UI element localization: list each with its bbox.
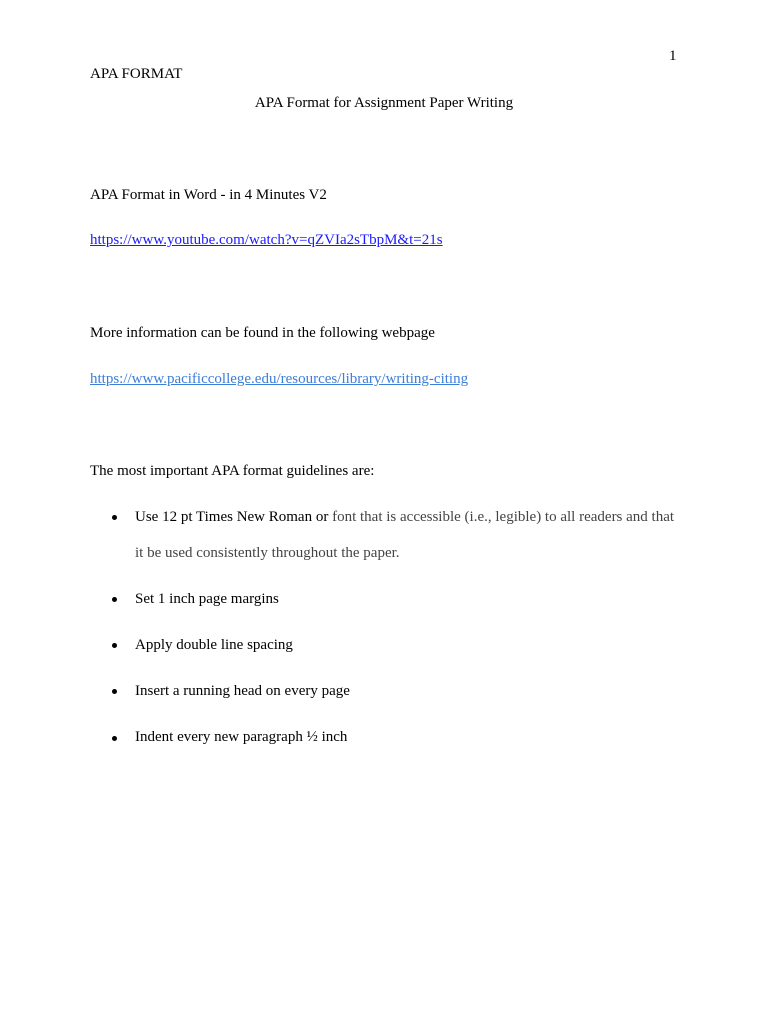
guidelines-intro: The most important APA format guidelines are: <box>90 463 375 479</box>
document-title: APA Format for Assignment Paper Writing <box>254 95 514 111</box>
list-item: Insert a running head on every page <box>135 683 350 699</box>
video-heading: APA Format in Word - in 4 Minutes V2 <box>90 187 327 203</box>
bullet-dot <box>112 515 117 520</box>
list-item <box>135 508 674 526</box>
bullet-dot <box>112 736 117 741</box>
bullet-dot <box>112 597 117 602</box>
page-number: 1 <box>669 48 677 64</box>
bullet-dot <box>112 643 117 648</box>
list-item: Indent every new paragraph ½ inch <box>135 729 348 745</box>
pacific-college-link[interactable]: https://www.pacificcollege.edu/resources/library/writing-citing <box>90 371 469 387</box>
bullet-dot <box>112 689 117 694</box>
list-item: Set 1 inch page margins <box>135 591 279 607</box>
more-info-text: More information can be found in the following webpage <box>90 325 435 341</box>
list-item: Apply double line spacing <box>135 637 293 653</box>
list-item-lead: Use 12 pt Times New Roman or <box>135 509 333 525</box>
running-head: APA FORMAT <box>90 66 183 82</box>
list-item-continuation: it be used consistently throughout the paper. <box>135 545 400 561</box>
youtube-link[interactable]: https://www.youtube.com/watch?v=qZVIa2sTbpM&t=21s <box>90 232 443 248</box>
list-item-rest: font that is accessible (i.e., legible) to all readers and that <box>332 509 675 525</box>
